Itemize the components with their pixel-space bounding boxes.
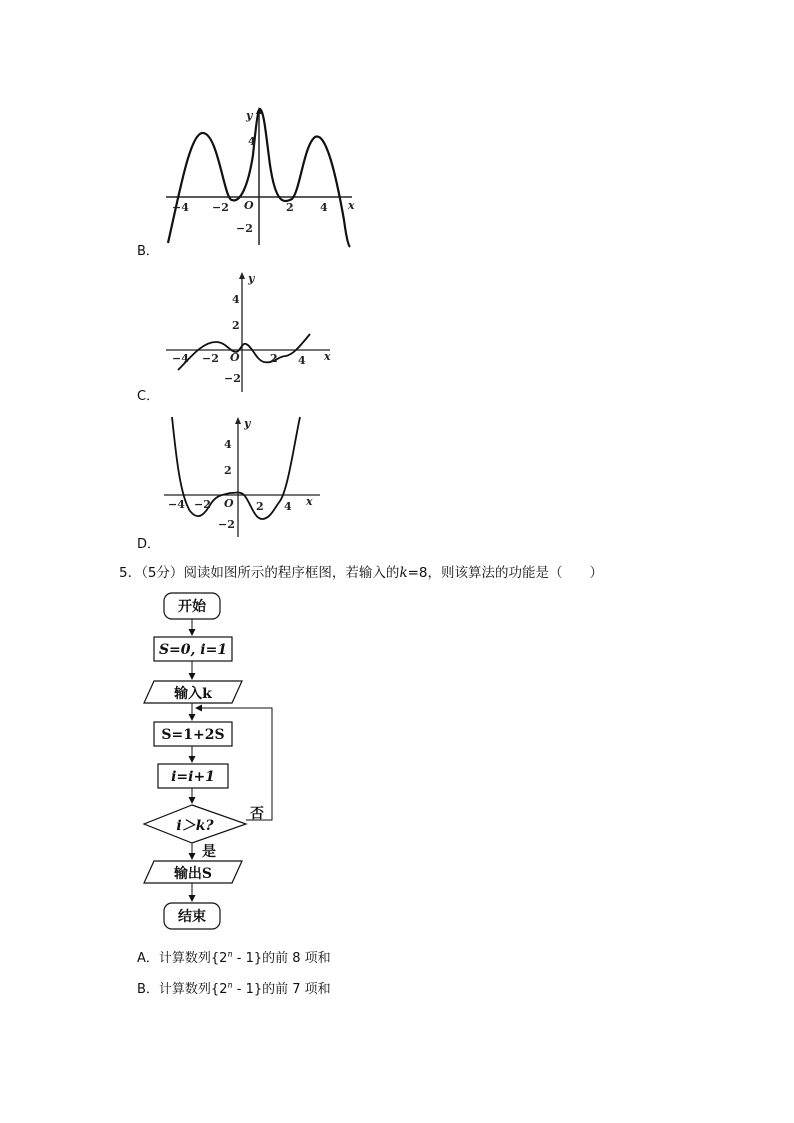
- choice-text-pre: 计算数列{2: [158, 951, 228, 966]
- tick-x-neg4: −4: [172, 352, 189, 365]
- question-score: （5分）: [141, 565, 184, 581]
- choice-text-pre: 计算数列{2: [158, 982, 228, 997]
- choice-label: B．: [137, 982, 159, 997]
- y-axis-label: y: [244, 417, 251, 430]
- option-d-label[interactable]: D．: [137, 537, 161, 552]
- step2-label: i=i+1: [171, 769, 215, 785]
- x-axis-label: x: [306, 495, 313, 508]
- choice-sup: n: [227, 949, 233, 959]
- x-axis-label: x: [324, 350, 331, 363]
- question-var: k: [399, 565, 408, 581]
- tick-x-neg4: −4: [172, 201, 189, 214]
- graph-option-b: [160, 105, 360, 250]
- tick-y-neg2: −2: [224, 372, 241, 385]
- tick-x-neg2: −2: [194, 498, 211, 511]
- no-label: 否: [250, 806, 264, 822]
- choice-sup: n: [227, 980, 233, 990]
- graph-option-d: [160, 415, 330, 540]
- tick-y-neg2: −2: [236, 222, 253, 235]
- option-b-label[interactable]: B．: [137, 244, 159, 259]
- output-label: 输出S: [173, 866, 213, 882]
- step1-label: S=1+2S: [161, 727, 225, 743]
- tick-x-2: 2: [256, 500, 264, 513]
- tick-x-neg4: −4: [168, 498, 185, 511]
- tick-y-neg2: −2: [218, 518, 235, 531]
- origin-label: O: [244, 199, 254, 212]
- graph-option-c: [160, 270, 340, 395]
- question-text-b: =8，则该算法的功能是（ ）: [407, 565, 604, 581]
- question-5: [119, 561, 603, 581]
- input-label: 输入k: [174, 686, 212, 702]
- origin-label: O: [224, 497, 234, 510]
- init-label: S=0, i=1: [158, 642, 228, 658]
- tick-x-4: 4: [320, 201, 328, 214]
- question-text-a: 阅读如图所示的程序框图，若输入的: [183, 565, 400, 581]
- tick-y-2: 2: [224, 464, 232, 477]
- yes-label: 是: [202, 844, 216, 860]
- choice-b[interactable]: [137, 978, 331, 997]
- choice-text-post: - 1}的前 8 项和: [232, 951, 331, 966]
- y-axis-label: y: [246, 109, 253, 122]
- tick-y-2: 2: [232, 319, 240, 332]
- end-label: 结束: [178, 909, 206, 925]
- y-axis-label: y: [248, 272, 255, 285]
- tick-y-4: 4: [232, 293, 240, 306]
- tick-x-2: 2: [286, 201, 294, 214]
- option-c-label[interactable]: C．: [137, 389, 160, 404]
- question-number: 5．: [119, 565, 142, 581]
- flowchart: [140, 590, 290, 935]
- condition-label: i＞k?: [176, 818, 214, 834]
- tick-x-neg2: −2: [212, 201, 229, 214]
- tick-y-4: 4: [224, 438, 232, 451]
- tick-x-4: 4: [284, 500, 292, 513]
- tick-x-2: 2: [270, 352, 278, 365]
- tick-x-4: 4: [298, 354, 306, 367]
- x-axis-label: x: [348, 199, 355, 212]
- choice-text-post: - 1}的前 7 项和: [232, 982, 331, 997]
- choice-a[interactable]: [137, 947, 331, 966]
- tick-x-neg2: −2: [202, 352, 219, 365]
- start-label: 开始: [178, 599, 206, 615]
- tick-y-4: 4: [248, 135, 256, 148]
- choice-label: A．: [137, 951, 159, 966]
- origin-label: O: [230, 351, 240, 364]
